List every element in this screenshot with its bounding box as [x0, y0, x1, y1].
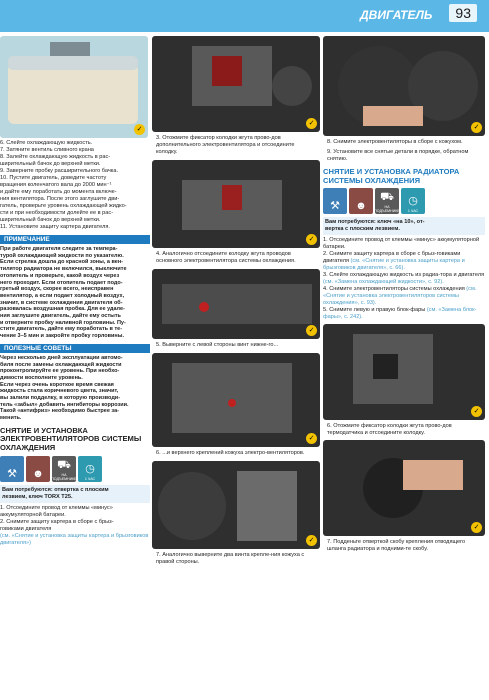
clock-icon: ◷ 1 ЧАС [401, 188, 425, 214]
tool-badge-icon: ✓ [306, 433, 317, 444]
note-title: ПРИМЕЧАНИЕ [0, 235, 150, 244]
tool-badge-icon: ✓ [306, 325, 317, 336]
middle-column [152, 36, 320, 566]
photo-step-4 [152, 160, 320, 248]
section-title-radiator: СНЯТИЕ И УСТАНОВКА РАДИАТОРА СИСТЕМЫ ОХЛАЖДЕНИЯ [323, 167, 460, 185]
section-title-fans: СНЯТИЕ И УСТАНОВКА ЭЛЕКТРОВЕНТИЛЯТОРОВ СИСТЕМЫ ОХЛАЖДЕНИЯ [0, 425, 142, 453]
person-icon: ☻ [349, 188, 373, 214]
photo-radiator-6 [323, 324, 485, 420]
caption-8: 8. Снимите электровентиляторы в сборе с кожухом. [327, 139, 463, 145]
tool-badge-icon: ✓ [471, 522, 482, 533]
tool-badge-icon: ✓ [306, 234, 317, 245]
icon-row [0, 456, 150, 482]
caption-radiator-7: 7. Подденьте отверткой скобу крепления отводящего шланга радиатора и подними-те скобу. [327, 539, 466, 553]
tools-needed: Вам потребуются: ключ «на 10», от- вертка с плоским лезвием. [323, 217, 485, 235]
photo-step-5 [152, 269, 320, 339]
right-column [323, 36, 485, 553]
photo-radiator-7 [323, 440, 485, 536]
tool-badge-icon: ✓ [306, 118, 317, 129]
caption-6: 6. ...и верхнего креплений кожуха электро-вентиляторов. [156, 450, 305, 456]
caption-5: 5. Выверните с левой стороны винт нижне-го... [156, 342, 279, 348]
icon-row [323, 188, 485, 214]
steps-b: 1. Отсоедините провод от клеммы «минус» аккумуляторной батареи. 2. Снимите защиту картера в сборе с брыз- говиками двигателя (см. «Снятие и установка защиты картера и брызговиков двигателя») [0, 504, 149, 546]
page-number: 93 [449, 4, 477, 22]
clock-icon: ◷ 1 ЧАС [78, 456, 102, 482]
lift-icon: ⛟ НА ПОДЪЕМНИКЕ [52, 456, 76, 482]
note-body: При работе двигателя следите за темпера- турой охлаждающей жидкости по указателю. Если стрелка дошла до красной зоны, а вен- тилятор радиатора не включился, выключите отопитель и проверьте, какой воздух через него проходит. Если отопитель подает подо- гретый воздух, скорее всего, неисправен вентилятор, а если подает холодный воздух, значит, в системе охлаждения двигателя об- разовалась воздушная пробка. Для ее удале- ния заглушите двигатель, дайте ему остыть и отверните пробку наливной горловины. Пу- стите двигатель, дайте ему поработать в те- чение 3–5 мин и закройте пробку горловины. [0, 246, 127, 340]
radiator-steps: 1. Отсоедините провод от клеммы «минус» аккумуляторной батареи. 2. Снимите защиту картера в сборе с брыз-говиками двигателя (см. «Снятие и установка защиты картера и брызговиков двигателя», с. 66). 3. Слейте охлаждающую жидкость из радиа-тора и двигателя (см. «Замена охлаждающей жидкости», с. 92). 4. Снимите электровентиляторы системы охлаждения (см. «Снятие и установка электровентиляторов системы охлаждения», с. 93). 5. Снимите левую и правую блок-фары (см. «Замена блок-фары», с. 242). [323, 237, 485, 321]
tips-title: ПОЛЕЗНЫЕ СОВЕТЫ [0, 344, 150, 353]
tool-badge-icon: ✓ [134, 124, 145, 135]
left-column [0, 36, 150, 547]
header-section-title: ДВИГАТЕЛЬ [360, 8, 433, 22]
tools-needed: Вам потребуются: отвертка с плоским лезвием, ключ TORX T25. [0, 485, 150, 503]
photo-step-7 [152, 461, 320, 549]
photo-step-8 [323, 36, 485, 136]
caption-7: 7. Аналогично выверните два винта крепле-ния кожуха с правой стороны. [156, 552, 305, 565]
caption-3: 3. Отожмите фиксатор колодки жгута прово-дов дополнительного электровентилятора и отсоедините колодку. [156, 135, 295, 155]
steps-a: 6. Слейте охлаждающую жидкость. 7. Затяните вентиль сливного крана 8. Залейте охлаждающую жидкость в рас- ширительный бачок до верхней метки. 9. Заверните пробку расширительного бачка. 10. Пустите двигатель, доведите частоту вращения коленчатого вала до 2000 мин⁻¹ и дайте ему поработать до момента включе- ния вентилятора. После этого заглушите дви- гатель, проверьте уровень охлаждающей жидко- сти и при необходимости долейте ее в рас- ширительный бачок до верхней метки. 11. Установите защиту картера двигателя. [0, 140, 127, 230]
person-icon: ☻ [26, 456, 50, 482]
photo-step-3 [152, 36, 320, 132]
wrench-icon: ⚒ [323, 188, 347, 214]
caption-radiator-6: 6. Отожмите фиксатор колодки жгута прово-дов термодатчика и отсоедините колодку. [327, 423, 452, 437]
lift-icon: ⛟ НА ПОДЪЕМНИКЕ [375, 188, 399, 214]
tool-badge-icon: ✓ [306, 535, 317, 546]
wrench-icon: ⚒ [0, 456, 24, 482]
photo-step-6 [152, 353, 320, 447]
photo-coolant-jug [0, 36, 148, 138]
caption-4: 4. Аналогично отсоедините колодку жгута проводов основного электровентилятора системы охлаждения. [156, 251, 296, 264]
caption-9: 9. Установите все снятые детали в порядке, обратном снятию. [327, 149, 469, 162]
tool-badge-icon: ✓ [471, 406, 482, 417]
tool-badge-icon: ✓ [471, 122, 482, 133]
tips-body: Через несколько дней эксплуатации автомо- биля после замены охлаждающей жидкости проконтролируйте ее уровень. При необхо- димости восполните уровень. Если через очень короткое время свежая жидкость стала коричневого цвета, значит, вы залили подделку, в которую производи- тель «забыл» добавить ингибиторы коррозии. Такой «антифриз» необходимо быстрее за- менить. [0, 354, 129, 422]
